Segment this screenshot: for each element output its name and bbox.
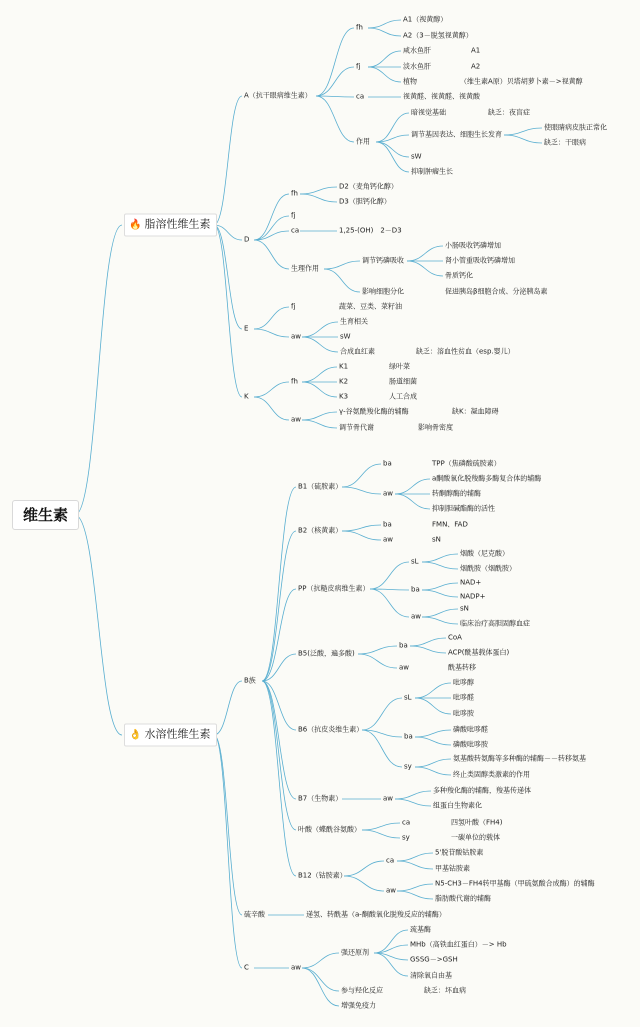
connector-line <box>415 683 451 698</box>
connector-line <box>397 884 433 891</box>
fat-soluble-node[interactable] <box>124 214 217 237</box>
connector-line <box>368 20 401 28</box>
connector-line <box>410 638 446 646</box>
connector-line <box>370 562 409 589</box>
connector-line <box>374 930 408 953</box>
k-aw-node[interactable]: aw <box>291 415 302 424</box>
connector-line <box>316 96 354 142</box>
connector-line <box>254 307 289 329</box>
pp-aw-item[interactable]: sN <box>460 604 469 613</box>
b6-sl-item[interactable]: 吡哆胺 <box>453 709 474 718</box>
a-role-node[interactable]: 作用 <box>356 137 370 146</box>
connector-line <box>316 28 354 96</box>
hand-icon: 👌 <box>129 729 142 741</box>
connector-line <box>302 367 337 382</box>
k-fh-item[interactable]: K2 <box>339 377 349 386</box>
pp-ba-item[interactable]: NADP+ <box>460 592 486 601</box>
b1-ba-node[interactable]: ba <box>383 459 392 468</box>
connector-line <box>342 531 381 540</box>
water-soluble-label: 水溶性维生素 <box>144 727 211 741</box>
connector-line <box>254 329 289 337</box>
connector-line <box>422 609 458 617</box>
connector-line <box>302 412 337 420</box>
connector-line <box>407 261 443 276</box>
k-fh-value[interactable]: 绿叶菜 <box>389 362 410 371</box>
d-fj-node[interactable]: fj <box>291 211 296 220</box>
d-calcium-item[interactable]: 小肠吸收钙磷增加 <box>445 241 501 250</box>
vitamin-b-node[interactable]: B族 <box>244 676 256 685</box>
connector-line <box>415 737 451 745</box>
pp-ba-item[interactable]: NAD+ <box>460 578 482 587</box>
b12-aw-item[interactable]: N5-CH3－FH4转甲基酶（甲硫氨酸合成酶）的辅酶 <box>435 879 595 888</box>
b6-ba-item[interactable]: 磷酸吡哆醛 <box>453 725 488 734</box>
c-antiox-node[interactable]: 强还原剂 <box>341 948 369 957</box>
pp-sl-node[interactable]: sL <box>411 557 419 566</box>
fat-soluble-label: 脂溶性维生素 <box>144 217 211 231</box>
connector-line <box>422 554 458 562</box>
b5-aw-node[interactable]: aw <box>399 663 410 672</box>
c-immunity-node[interactable]: 增强免疫力 <box>341 1001 376 1010</box>
e-fj-item[interactable]: 蔬菜、豆类、菜籽油 <box>339 302 402 311</box>
connector-line <box>342 464 381 487</box>
c-aw-node[interactable]: aw <box>291 963 302 972</box>
d-calcium-item[interactable]: 骨质钙化 <box>445 271 473 280</box>
connector-line <box>262 681 296 876</box>
vitamin-c-node[interactable]: C <box>244 963 249 972</box>
d-role-node[interactable]: 生理作用 <box>291 264 319 273</box>
connector-line <box>395 494 430 509</box>
connector-line <box>302 968 339 1006</box>
a-gene-item[interactable]: 缺乏：干眼病 <box>544 138 586 147</box>
e-aw-item[interactable]: sW <box>340 332 351 341</box>
k-fh-value[interactable]: 肠道细菌 <box>389 377 417 386</box>
connector-line <box>75 515 122 735</box>
connector-line <box>324 269 360 292</box>
connector-line <box>422 562 458 569</box>
b6-node[interactable]: B6（抗皮炎维生素） <box>298 725 364 734</box>
connector-line <box>302 382 337 397</box>
a-role-item[interactable]: 暗视觉基础 <box>411 108 446 117</box>
d-ca-item[interactable]: 1,25-(OH) 2－D3 <box>339 226 402 235</box>
d-ca-node[interactable]: ca <box>291 226 300 235</box>
b5-node[interactable]: B5(泛酸，遍多酸) <box>298 649 355 658</box>
b6-sl-item[interactable]: 吡哆醛 <box>453 693 474 702</box>
connector-line <box>262 654 296 681</box>
connector-line <box>262 531 296 681</box>
connector-line <box>397 853 433 861</box>
k-fh-item[interactable]: K1 <box>339 362 349 371</box>
k-aw-value[interactable]: 缺K：凝血障碍 <box>452 407 499 416</box>
connector-line <box>395 799 431 806</box>
connector-line <box>214 225 242 240</box>
folate-node[interactable]: 叶酸（蝶酰谷氨酸） <box>298 825 361 834</box>
folate-ca-node[interactable]: ca <box>402 818 411 827</box>
e-aw-item[interactable]: 生育相关 <box>340 317 368 326</box>
a-fj-value[interactable]: （维生素A原）贝塔胡萝卜素－>视黄醇 <box>460 77 583 86</box>
k-aw-item[interactable]: 调节骨代谢 <box>339 423 374 432</box>
c-hydroxylation-node[interactable]: 参与羟化反应 <box>341 986 383 995</box>
a-ca-node[interactable]: ca <box>356 92 365 101</box>
connector-line <box>407 246 443 261</box>
connector-line <box>415 767 451 775</box>
connector-line <box>362 698 402 730</box>
a-fj-value[interactable]: A2 <box>471 62 481 71</box>
b5-ba-item[interactable]: CoA <box>448 633 462 642</box>
connector-line <box>368 28 401 36</box>
vitamin-d-node[interactable]: D <box>244 235 250 244</box>
vitamin-k-node[interactable]: K <box>244 392 249 401</box>
b5-aw-item[interactable]: 酰基转移 <box>448 663 476 672</box>
connector-line <box>376 113 409 142</box>
connector-line <box>397 891 433 899</box>
connector-line <box>344 876 384 891</box>
b6-ba-node[interactable]: ba <box>404 732 413 741</box>
a-role-item[interactable]: sW <box>411 152 422 161</box>
a-gene-item[interactable]: 使眼睛病皮肤正常化 <box>544 123 607 132</box>
e-aw-node[interactable]: aw <box>291 332 302 341</box>
b6-sy-item[interactable]: 终止类固醇类激素的作用 <box>453 770 530 779</box>
d-calcium-item[interactable]: 肾小管重吸收钙磷增加 <box>445 256 515 265</box>
connector-line <box>362 730 402 767</box>
connector-line <box>316 67 354 96</box>
e-fj-node[interactable]: fj <box>291 302 296 311</box>
connector-line <box>302 953 339 968</box>
connector-line <box>358 646 397 654</box>
connector-line <box>254 397 289 420</box>
connector-line <box>214 735 242 915</box>
k-aw-item[interactable]: γ-谷氨酰羧化酶的辅酶 <box>339 407 409 416</box>
a-ca-item[interactable]: 视黄醛、视黄醛、视黄酸 <box>403 92 480 101</box>
b1-node[interactable]: B1（硫胺素） <box>298 482 343 491</box>
b1-aw-item[interactable]: a酮酸氧化脱羧酶多酶复合体的辅酶 <box>432 474 542 483</box>
b6-sl-item[interactable]: 吡哆醇 <box>453 678 474 687</box>
connector-line <box>344 861 384 876</box>
connector-line <box>342 525 381 531</box>
connector-line <box>316 96 354 97</box>
connector-line <box>368 67 401 82</box>
a-fj-item[interactable]: 植物 <box>403 77 417 86</box>
folate-sy-item[interactable]: 一碳单位的载体 <box>451 833 500 842</box>
c-antiox-item[interactable]: 巯基酶 <box>410 925 431 934</box>
lipoic-node[interactable]: 硫辛酸 <box>244 910 265 919</box>
k-fh-item[interactable]: K3 <box>339 392 349 401</box>
d-cell-item[interactable]: 促进胰岛β细胞合成、分泌胰岛素 <box>445 287 548 296</box>
pp-sl-item[interactable]: 烟酸（尼克酸） <box>460 549 509 558</box>
b7-aw-node[interactable]: aw <box>383 794 394 803</box>
a-dark-deficiency[interactable]: 缺乏：夜盲症 <box>488 108 530 117</box>
d-calcium-node[interactable]: 调节钙磷吸收 <box>362 256 404 265</box>
connector-line <box>358 654 397 668</box>
water-soluble-node[interactable] <box>124 724 217 747</box>
connector-line <box>504 128 542 135</box>
vitamin-e-node[interactable]: E <box>244 324 249 333</box>
e-heme-deficiency[interactable]: 缺乏：溶血性贫血（esp.婴儿） <box>416 347 515 356</box>
folate-ca-item[interactable]: 四氢叶酸（FH4) <box>451 818 503 827</box>
b2-node[interactable]: B2（核黄素） <box>298 526 343 535</box>
connector-line <box>415 698 451 714</box>
a-fj-item[interactable]: 淡水鱼肝 <box>403 62 431 71</box>
a-fh-item[interactable]: A1（视黄醇） <box>403 15 448 24</box>
b6-sy-node[interactable]: sy <box>404 762 412 771</box>
b12-ca-item[interactable]: 甲基钴胺素 <box>435 864 470 873</box>
a-fj-node[interactable]: fj <box>356 62 361 71</box>
pp-sl-item[interactable]: 烟酰胺（烟酰胺） <box>460 564 516 573</box>
pp-aw-item[interactable]: 临床治疗高胆固醇血症 <box>460 619 530 628</box>
a-fj-item[interactable]: 咸水鱼肝 <box>403 46 431 55</box>
connector-line <box>376 142 409 157</box>
b5-ba-node[interactable]: ba <box>399 641 408 650</box>
d-fh-item[interactable]: D3（胆钙化醇） <box>339 197 391 206</box>
c-hydroxylation-deficiency[interactable]: 缺乏：坏血病 <box>424 986 466 995</box>
connector-line <box>302 322 338 337</box>
c-antiox-item[interactable]: MHb（高铁血红蛋白）－> Hb <box>410 940 507 949</box>
b2-ba-node[interactable]: ba <box>383 520 392 529</box>
connector-line <box>214 735 242 968</box>
connector-line <box>254 382 289 397</box>
vitamin-a-node[interactable]: A（抗干眼病维生素） <box>244 91 312 100</box>
connector-line <box>397 861 433 869</box>
connector-line <box>75 225 122 515</box>
b2-aw-item[interactable]: sN <box>432 535 441 544</box>
connector-line <box>214 225 242 397</box>
connector-line <box>300 187 337 194</box>
connector-line <box>254 240 289 269</box>
pp-aw-node[interactable]: aw <box>411 612 422 621</box>
a-fj-value[interactable]: A1 <box>471 46 481 55</box>
b6-sy-item[interactable]: 氨基酸转氨酶等多种酶的辅酶－－转移氨基 <box>453 754 586 763</box>
fire-icon: 🔥 <box>129 219 142 231</box>
k-aw-value[interactable]: 影响骨密度 <box>418 423 453 432</box>
connector-line <box>254 216 289 240</box>
b1-ba-item[interactable]: TPP（焦磷酸硫胺素） <box>432 459 501 468</box>
connector-line <box>395 479 430 494</box>
connector-line <box>368 51 401 67</box>
d-cell-node[interactable]: 影响细胞分化 <box>362 287 404 296</box>
connector-line <box>302 420 337 428</box>
connector-line <box>415 730 451 737</box>
b5-ba-item[interactable]: ACP(酰基载体蛋白) <box>448 648 510 657</box>
connector-line <box>376 142 409 172</box>
pp-node[interactable]: PP（抗糙皮病维生素） <box>298 584 370 593</box>
a-fh-item[interactable]: A2（3－脱氢视黄醇） <box>403 31 473 40</box>
a-role-item[interactable]: 抑制肿瘤生长 <box>411 167 453 176</box>
b7-aw-item[interactable]: 多种羧化酶的辅酶，羧基传递体 <box>433 786 531 795</box>
b2-aw-node[interactable]: aw <box>383 535 394 544</box>
b7-node[interactable]: B7（生物素） <box>298 794 343 803</box>
connector-line <box>370 589 409 617</box>
b1-aw-node[interactable]: aw <box>383 489 394 498</box>
connector-line <box>504 135 542 143</box>
a-fh-node[interactable]: fh <box>356 23 363 32</box>
lipoic-item[interactable]: 递氢、转酰基（a-酮酸氧化脱羧反应的辅酶） <box>306 910 446 919</box>
root-node[interactable]: 维生素 <box>12 500 79 530</box>
e-aw-item[interactable]: 合成血红素 <box>340 347 375 356</box>
connector-line <box>302 337 338 352</box>
k-fh-node[interactable]: fh <box>291 377 298 386</box>
connector-line <box>262 681 296 830</box>
connector-line <box>422 583 458 590</box>
c-antiox-item[interactable]: GSSG－>GSH <box>410 955 458 964</box>
b12-ca-item[interactable]: 5'脱苷酸钴胺素 <box>435 848 484 857</box>
connector-line <box>422 590 458 597</box>
b12-aw-item[interactable]: 脂肪酸代谢的辅酶 <box>435 894 491 903</box>
b12-ca-node[interactable]: ca <box>386 856 395 865</box>
folate-sy-node[interactable]: sy <box>402 833 410 842</box>
connector-line <box>214 96 242 225</box>
connector-line <box>324 261 360 269</box>
connector-line <box>342 487 381 494</box>
b6-sl-node[interactable]: sL <box>404 693 412 702</box>
b1-aw-item[interactable]: 抑制胆碱酯酶的活性 <box>432 504 495 513</box>
connector-line <box>422 617 458 624</box>
connector-line <box>214 681 242 735</box>
b12-node[interactable]: B12（钴胺素） <box>298 871 347 880</box>
c-antiox-item[interactable]: 清除氧自由基 <box>410 971 452 980</box>
connector-line <box>395 791 431 799</box>
connector-line <box>410 646 446 653</box>
b6-ba-item[interactable]: 磷酸吡哆胺 <box>453 740 488 749</box>
d-fh-item[interactable]: D2（麦角钙化醇） <box>339 182 398 191</box>
pp-ba-node[interactable]: ba <box>411 585 420 594</box>
d-fh-node[interactable]: fh <box>291 189 298 198</box>
b12-aw-node[interactable]: aw <box>386 886 397 895</box>
k-fh-value[interactable]: 人工合成 <box>389 392 417 401</box>
b2-ba-item[interactable]: FMN、FAD <box>432 520 468 529</box>
connector-line <box>300 194 337 202</box>
connector-line <box>262 487 296 681</box>
a-role-item[interactable]: 调节基因表达、细胞生长发育 <box>411 130 502 139</box>
b7-aw-item[interactable]: 组蛋白生物素化 <box>433 801 482 810</box>
b1-aw-item[interactable]: 转酮醇酶的辅酶 <box>432 489 481 498</box>
connector-line <box>415 759 451 767</box>
connector-line <box>362 823 400 830</box>
connector-line <box>362 830 400 838</box>
